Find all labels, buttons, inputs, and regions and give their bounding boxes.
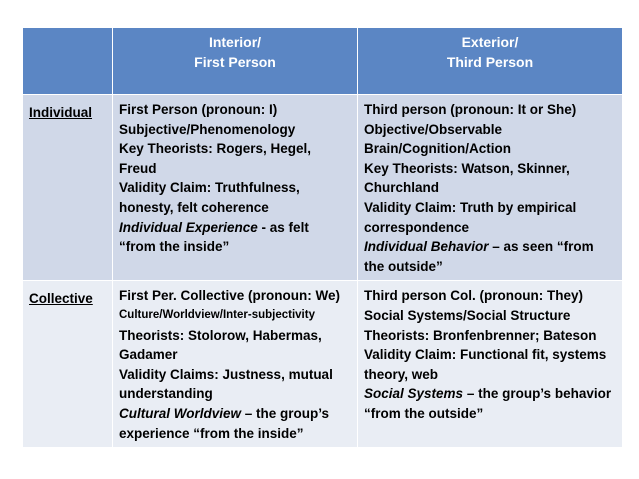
- text-line: Theorists: Bronfenbrenner; Bateson: [364, 327, 597, 343]
- text-line: theory, web: [364, 366, 439, 382]
- italic-line: [119, 218, 351, 238]
- cell-individual-interior: [113, 95, 358, 281]
- header-exterior-line-1: Exterior/: [461, 34, 519, 50]
- text-line: correspondence: [364, 219, 470, 235]
- text-line: Brain/Cognition/Action: [364, 141, 511, 157]
- text-line: Validity Claim: Functional fit, systems: [364, 347, 607, 363]
- text-line: experience “from the inside”: [119, 425, 304, 441]
- text-line: Key Theorists: Rogers, Hegel, Freud: [119, 141, 312, 176]
- text-line: honesty, felt coherence: [119, 199, 269, 215]
- header-exterior: [358, 28, 623, 95]
- text-line: understanding: [119, 386, 213, 402]
- text-line: Theorists: Stolorow, Habermas,: [119, 327, 322, 343]
- cell-collective-exterior: [358, 281, 623, 448]
- italic-line: [119, 404, 351, 424]
- text-line: Key Theorists: Watson, Skinner,: [364, 160, 570, 176]
- italic-line: [364, 384, 616, 404]
- header-interior-line-1: Interior/: [208, 34, 262, 50]
- italic-line: [364, 237, 616, 257]
- text-line: Validity Claims: Justness, mutual: [119, 366, 333, 382]
- text-line: First Per. Collective (pronoun: We): [119, 288, 341, 304]
- italic-rest: – as seen “from: [488, 239, 594, 255]
- text-line: Objective/Observable: [364, 121, 503, 137]
- text-line: Validity Claim: Truthfulness,: [119, 180, 300, 196]
- text-line: “from the inside”: [119, 239, 230, 255]
- text-line: First Person (pronoun: I): [119, 102, 278, 117]
- header-corner-cell: [23, 28, 113, 95]
- quadrant-table: [22, 27, 623, 448]
- text-line: Social Systems/Social Structure: [364, 307, 571, 323]
- text-line: Gadamer: [119, 347, 178, 363]
- header-interior-line-2: First Person: [194, 54, 276, 70]
- table-row-collective: [23, 281, 623, 448]
- text-line: the outside”: [364, 258, 443, 274]
- text-line: Validity Claim: Truth by empirical: [364, 199, 577, 215]
- table-row-individual: [23, 95, 623, 281]
- italic-term: Social Systems: [364, 386, 464, 402]
- italic-term: Cultural Worldview: [119, 405, 242, 421]
- row-label-collective: Collective: [23, 281, 113, 448]
- text-line: “from the outside”: [364, 405, 484, 421]
- header-exterior-line-2: Third Person: [446, 54, 534, 70]
- cell-collective-interior: [113, 281, 358, 448]
- text-line: Subjective/Phenomenology: [119, 121, 296, 137]
- text-line-small: Culture/Worldview/Inter-subjectivity: [119, 308, 315, 321]
- header-interior: [113, 28, 358, 95]
- italic-rest: – the group’s: [241, 405, 330, 421]
- row-label-individual: Individual: [23, 95, 113, 281]
- italic-term: Individual Behavior: [364, 239, 489, 255]
- text-line: Third person Col. (pronoun: They): [364, 288, 583, 304]
- italic-rest: - as felt: [257, 219, 309, 235]
- text-line: Churchland: [364, 180, 440, 196]
- italic-term: Individual Experience: [119, 219, 258, 235]
- text-line: Third person (pronoun: It or She): [364, 102, 577, 117]
- italic-rest: – the group’s behavior: [463, 386, 612, 402]
- cell-individual-exterior: [358, 95, 623, 281]
- header-row: [23, 28, 623, 95]
